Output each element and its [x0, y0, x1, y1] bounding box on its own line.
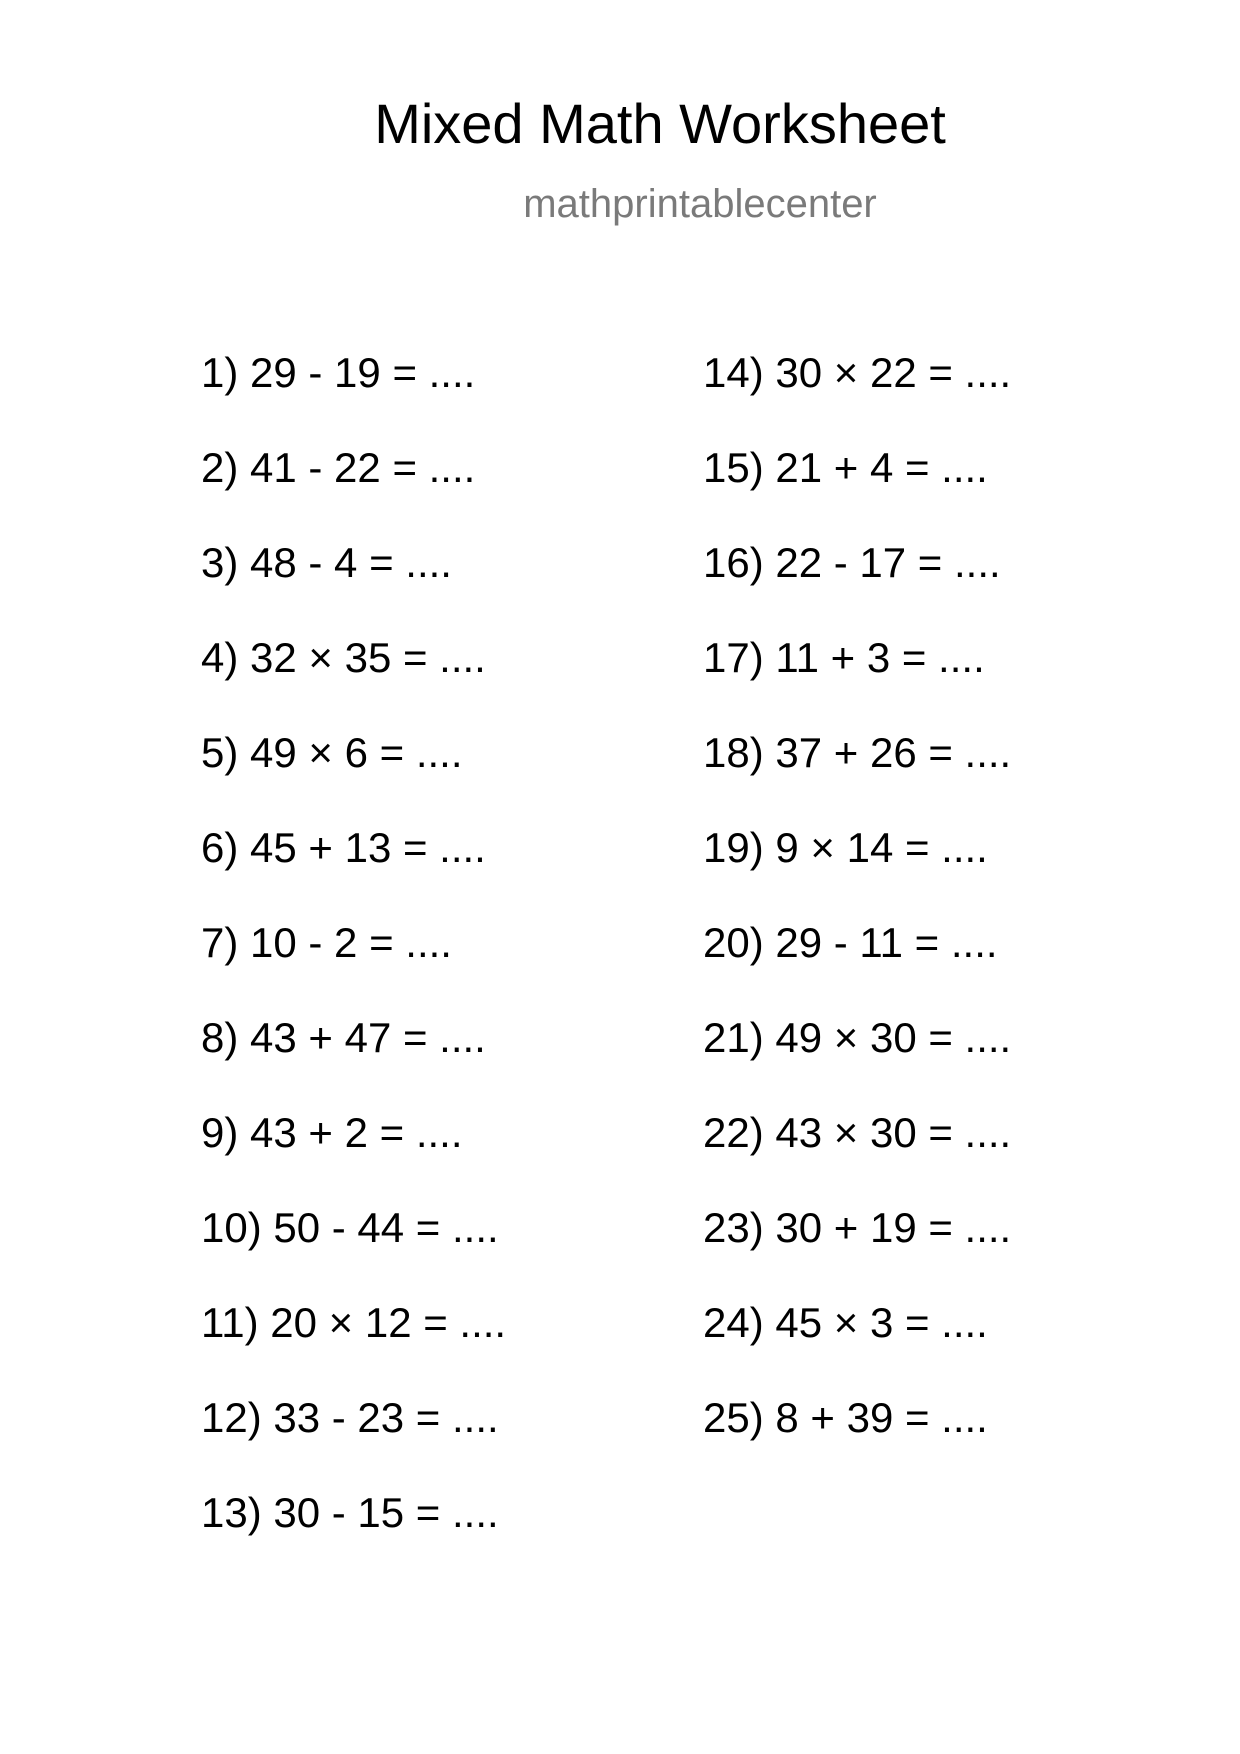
math-problem: 13) 30 - 15 = ....: [201, 1489, 499, 1536]
math-problem: 3) 48 - 4 = ....: [201, 539, 452, 586]
math-problem: 7) 10 - 2 = ....: [201, 919, 452, 966]
problem-list-left: [201, 349, 507, 1587]
math-problem: 10) 50 - 44 = ....: [201, 1204, 499, 1251]
worksheet-title: Mixed Math Worksheet: [374, 92, 946, 155]
problem-list-right: [703, 349, 1012, 1492]
math-problem: 20) 29 - 11 = ....: [703, 919, 998, 966]
math-problem: 6) 45 + 13 = ....: [201, 824, 486, 871]
math-problem: 11) 20 × 12 = ....: [201, 1299, 507, 1346]
math-problem: 18) 37 + 26 = ....: [703, 729, 1012, 776]
math-problem: 25) 8 + 39 = ....: [703, 1394, 988, 1441]
math-problem: 19) 9 × 14 = ....: [703, 824, 988, 871]
math-problem: 24) 45 × 3 = ....: [703, 1299, 988, 1346]
math-problem: 1) 29 - 19 = ....: [201, 349, 476, 396]
worksheet-subtitle: mathprintablecenter: [523, 182, 877, 226]
math-problem: 21) 49 × 30 = ....: [703, 1014, 1012, 1061]
math-problem: 16) 22 - 17 = ....: [703, 539, 1001, 586]
math-problem: 14) 30 × 22 = ....: [703, 349, 1012, 396]
math-problem: 12) 33 - 23 = ....: [201, 1394, 499, 1441]
math-problem: 9) 43 + 2 = ....: [201, 1109, 463, 1156]
math-problem: 23) 30 + 19 = ....: [703, 1204, 1012, 1251]
math-problem: 15) 21 + 4 = ....: [703, 444, 988, 491]
math-problem: 2) 41 - 22 = ....: [201, 444, 476, 491]
math-problem: 4) 32 × 35 = ....: [201, 634, 486, 681]
math-problem: 17) 11 + 3 = ....: [703, 634, 985, 681]
math-problem: 8) 43 + 47 = ....: [201, 1014, 486, 1061]
math-problem: 5) 49 × 6 = ....: [201, 729, 463, 776]
math-problem: 22) 43 × 30 = ....: [703, 1109, 1012, 1156]
